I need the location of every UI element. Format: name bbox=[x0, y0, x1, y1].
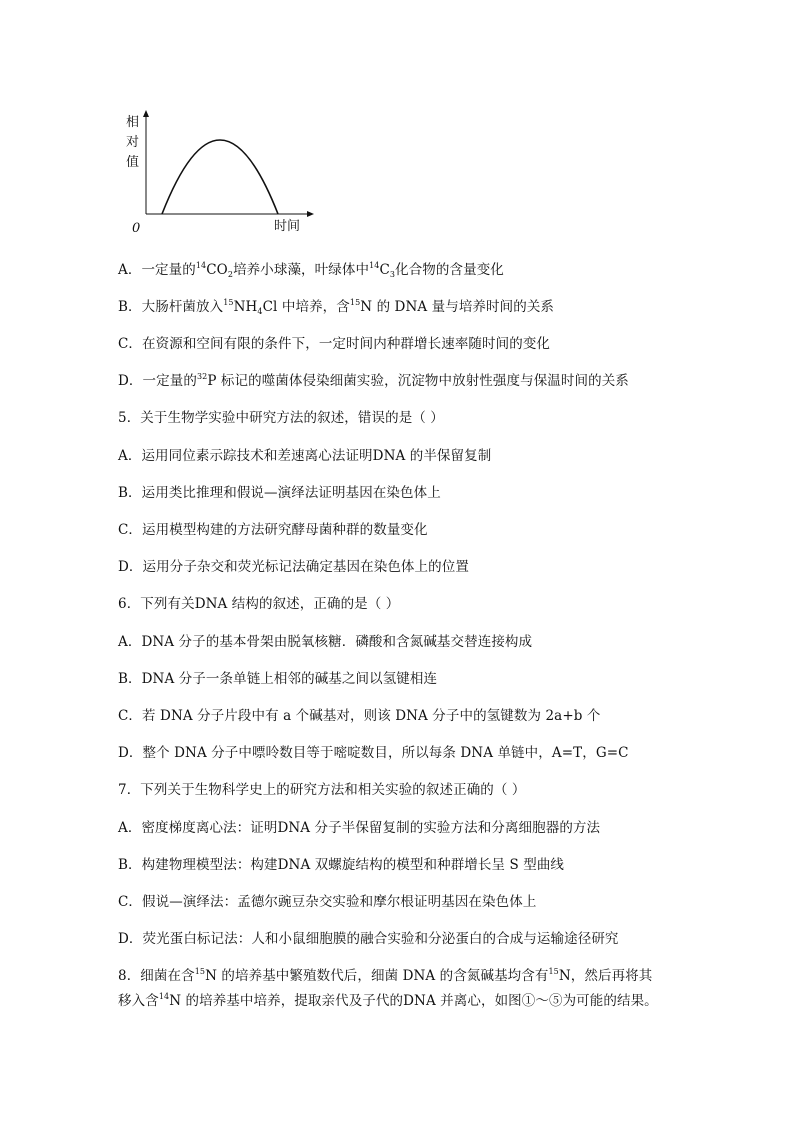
text-segment: A．一定量的 bbox=[118, 262, 196, 278]
q6-option-d: D．整个 DNA 分子中嘌呤数目等于嘧啶数目，所以每条 DNA 单链中，A=T，G=C bbox=[118, 745, 629, 761]
curve-line bbox=[162, 140, 278, 214]
y-axis-arrow bbox=[143, 110, 149, 117]
subscript: 2 bbox=[227, 270, 234, 279]
q6-option-a: A．DNA 分子的基本骨架由脱氧核糖．磷酸和含氮碱基交替连接构成 bbox=[118, 634, 533, 650]
ylabel-char-2: 对 bbox=[126, 135, 140, 150]
superscript: 15 bbox=[194, 967, 206, 976]
q4-option-d bbox=[118, 369, 629, 389]
text-segment: NH bbox=[233, 299, 258, 315]
text-segment: P 标记的噬菌体侵染细菌实验，沉淀物中放射性强度与保温时间的关系 bbox=[207, 373, 629, 389]
q4-option-b bbox=[118, 295, 554, 316]
q6-option-c: C．若 DNA 分子片段中有 a 个碱基对，则该 DNA 分子中的氢键数为 2a+b 个 bbox=[118, 708, 601, 724]
text-segment: D．一定量的 bbox=[118, 373, 197, 389]
text-segment: 培养小球藻，叶绿体中 bbox=[233, 262, 370, 278]
q6-option-b: B．DNA 分子一条单链上相邻的碱基之间以氢键相连 bbox=[118, 671, 438, 687]
text-segment: N 的 DNA 量与培养时间的关系 bbox=[360, 299, 555, 315]
text-segment: B．大肠杆菌放入 bbox=[118, 299, 224, 315]
q5-option-b: B．运用类比推理和假说—演绎法证明基因在染色体上 bbox=[118, 485, 441, 501]
subscript: 3 bbox=[389, 270, 396, 279]
q7-option-b: B．构建物理模型法：构建DNA 双螺旋结构的模型和种群增长呈 S 型曲线 bbox=[118, 857, 565, 873]
superscript: 15 bbox=[349, 298, 361, 307]
text-segment: Cl 中培养，含 bbox=[262, 299, 350, 315]
text-segment: N 的培养基中培养，提取亲代及子代的DNA 并离心，如图①～⑤为可能的结果。 bbox=[169, 993, 658, 1009]
text-segment: 移入含 bbox=[118, 993, 159, 1009]
superscript: 15 bbox=[223, 298, 234, 307]
text-segment: N 的培养基中繁殖数代后，细菌 DNA 的含氮碱基均含有 bbox=[205, 968, 549, 984]
q8-stem-line-2 bbox=[118, 989, 658, 1009]
text-segment: 8．细菌在含 bbox=[118, 968, 195, 984]
q4-option-c: C．在资源和空间有限的条件下，一定时间内种群增长速率随时间的变化 bbox=[118, 336, 551, 352]
text-segment: N，然后再将其 bbox=[558, 968, 653, 984]
q4-option-a bbox=[118, 258, 504, 279]
x-axis-arrow bbox=[307, 211, 314, 217]
ylabel-char-1: 相 bbox=[126, 115, 140, 130]
q6-stem: 6．下列有关DNA 结构的叙述，正确的是（ ） bbox=[118, 596, 400, 612]
q7-stem: 7．下列关于生物科学史上的研究方法和相关实验的叙述正确的（ ） bbox=[118, 782, 526, 798]
ylabel-char-3: 值 bbox=[126, 155, 140, 170]
text-segment: CO bbox=[206, 262, 228, 278]
q7-option-d: D．荧光蛋白标记法：人和小鼠细胞膜的融合实验和分泌蛋白的合成与运输途径研究 bbox=[118, 931, 619, 947]
text-segment: 化合物的含量变化 bbox=[395, 262, 504, 278]
curve-graph bbox=[118, 108, 338, 238]
superscript: 14 bbox=[195, 261, 207, 270]
q5-option-a: A．运用同位素示踪技术和差速离心法证明DNA 的半保留复制 bbox=[118, 448, 492, 464]
q7-option-c: C．假说—演绎法：孟德尔豌豆杂交实验和摩尔根证明基因在染色体上 bbox=[118, 894, 537, 910]
relative-value-curve-figure bbox=[118, 108, 338, 238]
superscript: 14 bbox=[369, 261, 380, 270]
origin-label: 0 bbox=[132, 221, 141, 236]
q5-option-c: C．运用模型构建的方法研究酵母菌种群的数量变化 bbox=[118, 522, 428, 538]
superscript: 14 bbox=[158, 992, 170, 1001]
xlabel: 时间 bbox=[274, 219, 301, 234]
q7-option-a: A．密度梯度离心法：证明DNA 分子半保留复制的实验方法和分离细胞器的方法 bbox=[118, 820, 601, 836]
q8-stem-line-1 bbox=[118, 964, 652, 984]
subscript: 4 bbox=[257, 307, 263, 316]
q5-option-d: D．运用分子杂交和荧光标记法确定基因在染色体上的位置 bbox=[118, 559, 469, 575]
text-segment: C bbox=[379, 262, 390, 278]
superscript: 15 bbox=[548, 967, 559, 976]
q5-stem: 5．关于生物学实验中研究方法的叙述，错误的是（ ） bbox=[118, 410, 444, 426]
superscript: 32 bbox=[196, 372, 208, 381]
